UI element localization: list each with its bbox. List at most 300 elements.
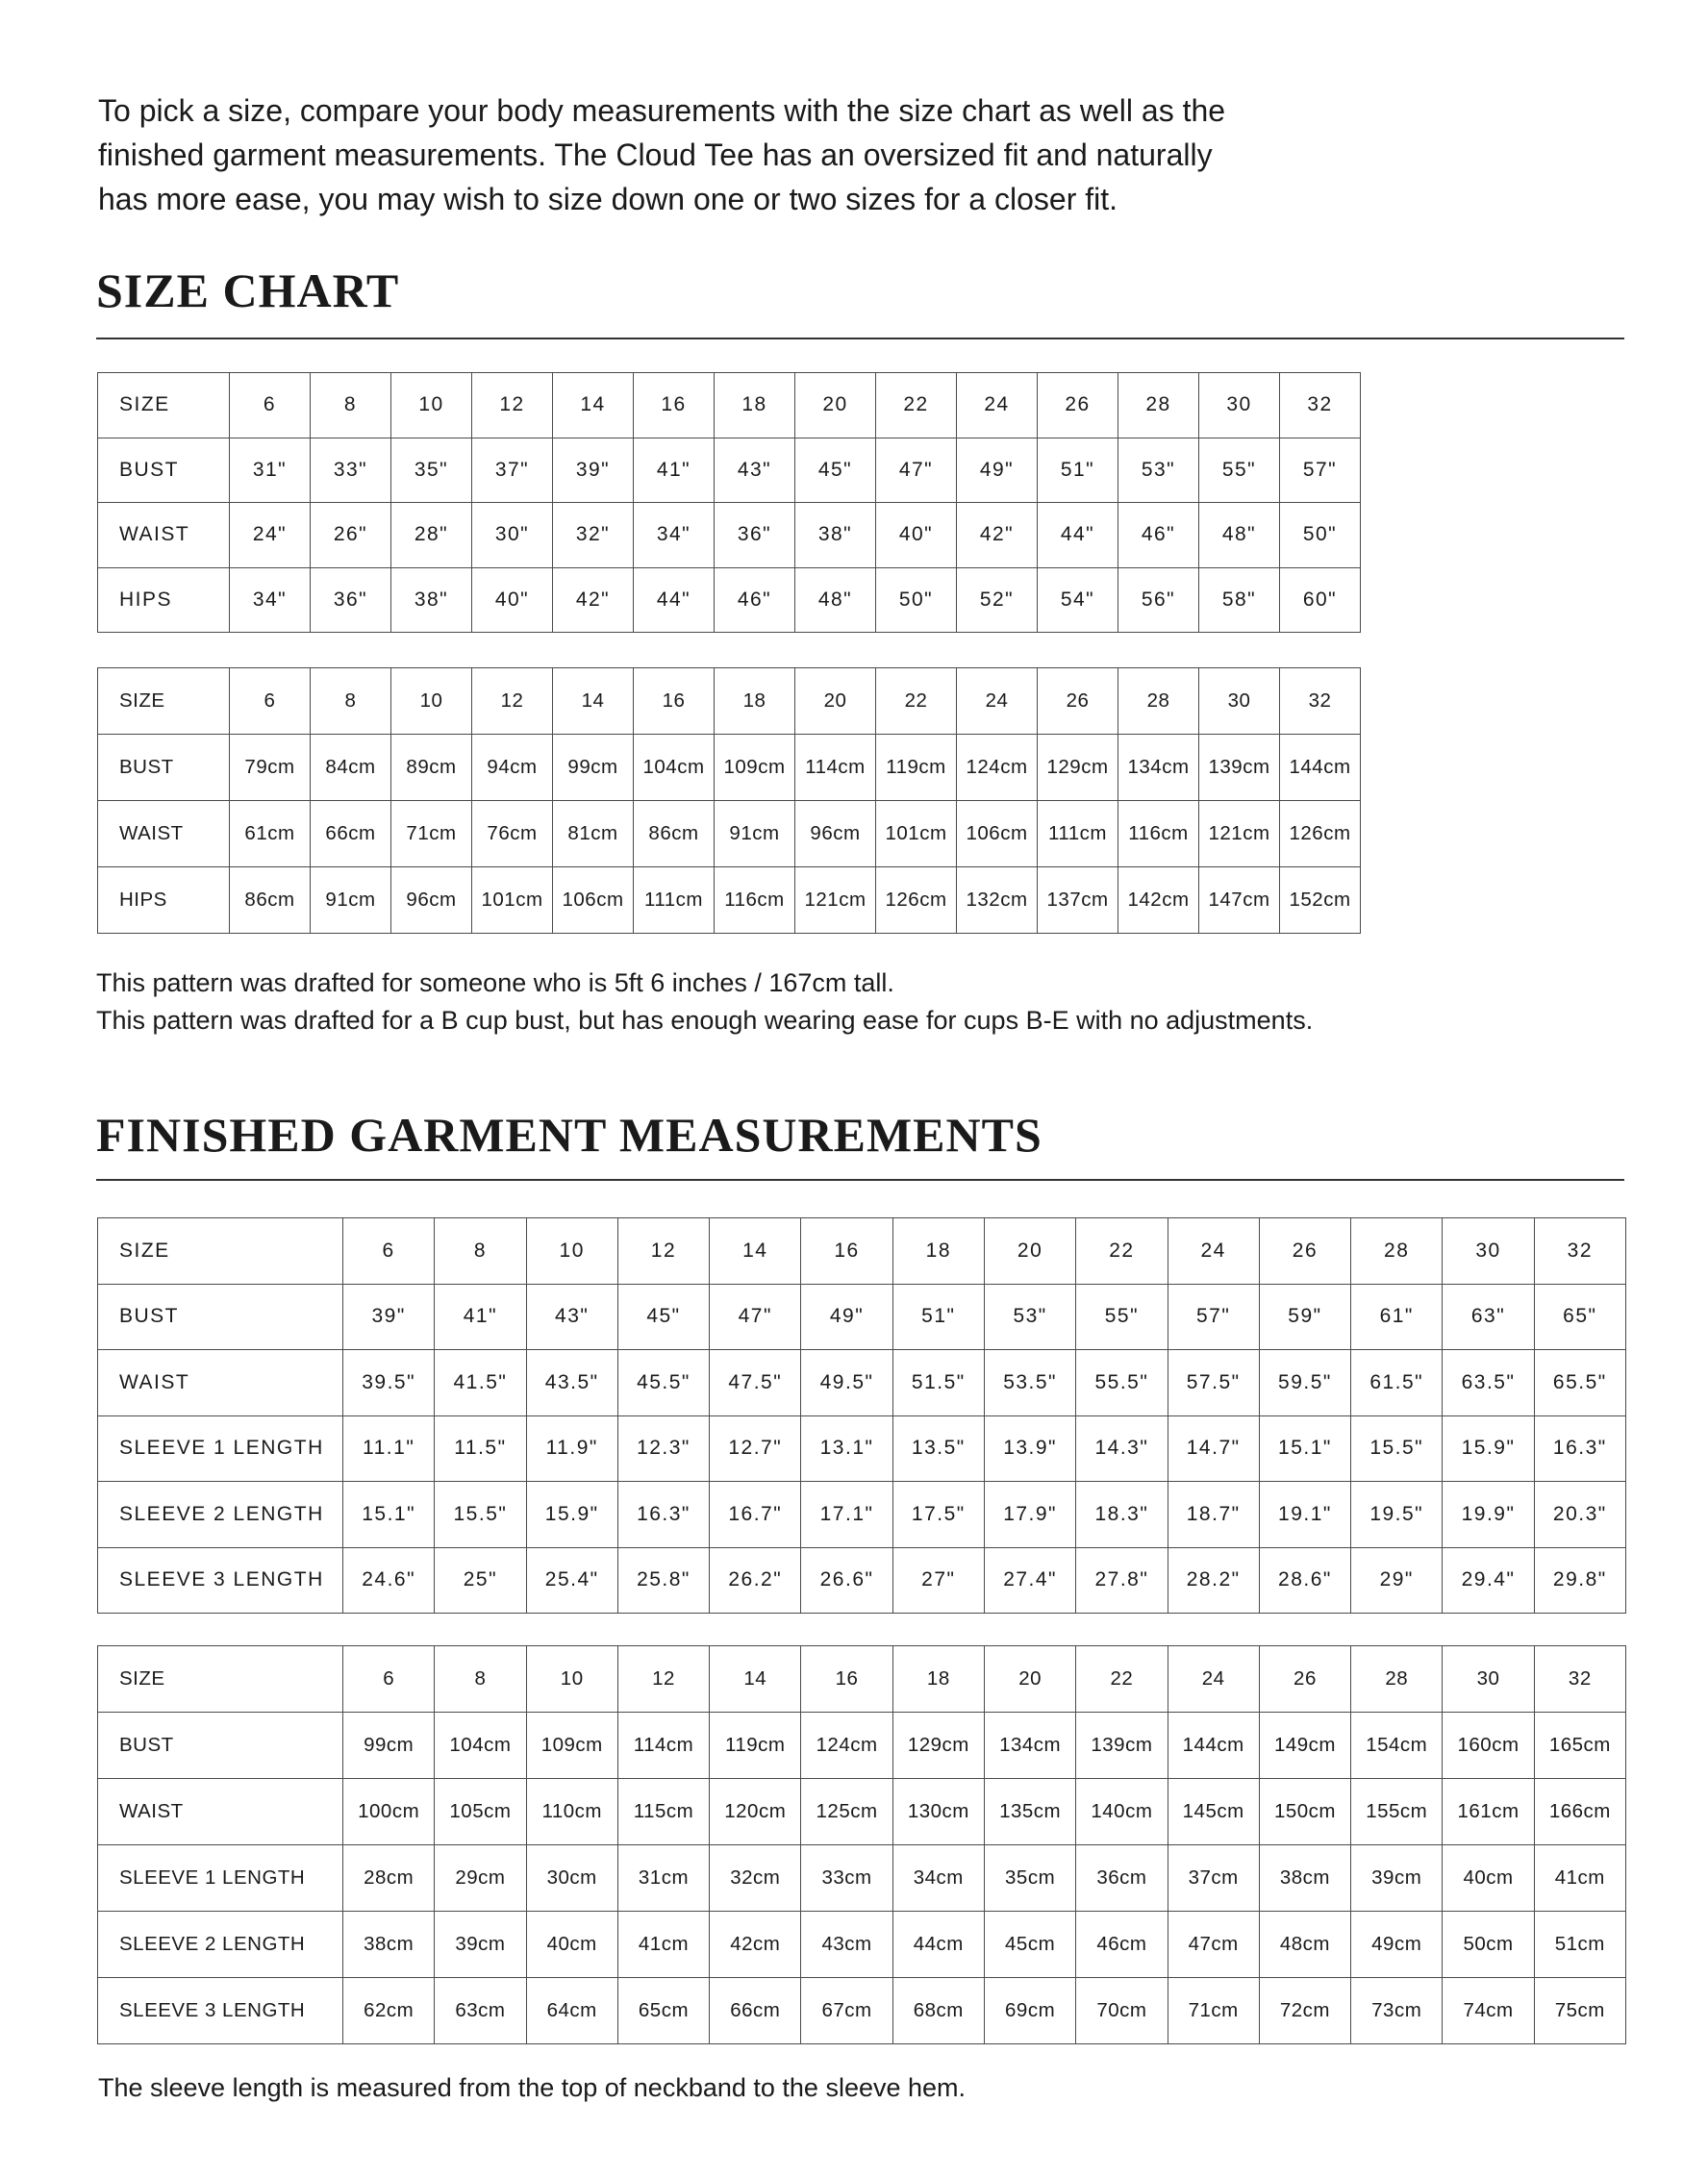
table-cell: 38cm [343, 1912, 435, 1978]
table-cell: 152cm [1280, 867, 1361, 934]
table-cell: 10 [391, 668, 472, 735]
table-cell: 43cm [801, 1912, 892, 1978]
table-cell: 58" [1199, 567, 1280, 633]
table-cell: 55.5" [1076, 1350, 1168, 1416]
table-cell: 125cm [801, 1779, 892, 1845]
table-cell: 25.8" [617, 1547, 709, 1614]
table-cell: 50cm [1443, 1912, 1534, 1978]
table-cell: 12 [472, 668, 553, 735]
table-cell: 6 [343, 1646, 435, 1713]
table-cell: 91cm [311, 867, 391, 934]
table-row [98, 735, 1361, 801]
row-label: SLEEVE 1 LENGTH [98, 1845, 343, 1912]
table-cell: 115cm [617, 1779, 709, 1845]
table-cell: 14 [710, 1646, 801, 1713]
table-cell: 38" [795, 503, 876, 568]
row-label: HIPS [98, 567, 230, 633]
cup-size-note: This pattern was drafted for a B cup bust, but has enough wearing ease for cups B-E with no adjustments. [96, 1006, 1314, 1035]
table-cell: 114cm [617, 1713, 709, 1779]
table-cell: 18 [892, 1646, 984, 1713]
table-cell: 18 [715, 668, 795, 735]
table-cell: 17.5" [892, 1482, 984, 1548]
table-cell: 100cm [343, 1779, 435, 1845]
table-cell: 29cm [435, 1845, 526, 1912]
table-cell: 13.1" [801, 1415, 892, 1482]
table-cell: 26.6" [801, 1547, 892, 1614]
table-cell: 142cm [1118, 867, 1199, 934]
table-cell: 111cm [634, 867, 715, 934]
table-cell: 40cm [526, 1912, 617, 1978]
table-row [98, 1284, 1626, 1350]
table-cell: 28 [1118, 668, 1199, 735]
table-cell: 30 [1199, 373, 1280, 438]
table-cell: 32 [1534, 1218, 1625, 1285]
table-cell: 37cm [1168, 1845, 1259, 1912]
sleeve-length-note: The sleeve length is measured from the top of neckband to the sleeve hem. [98, 2073, 967, 2102]
table-cell: 71cm [391, 801, 472, 867]
table-cell: 6 [230, 668, 311, 735]
table-cell: 165cm [1534, 1713, 1625, 1779]
table-cell: 15.9" [526, 1482, 617, 1548]
table-cell: 17.9" [984, 1482, 1075, 1548]
table-cell: 34" [230, 567, 311, 633]
table-row [98, 438, 1361, 503]
table-cell: 61cm [230, 801, 311, 867]
table-cell: 144cm [1280, 735, 1361, 801]
table-cell: 14 [553, 668, 634, 735]
table-cell: 6 [343, 1218, 435, 1285]
table-cell: 6 [230, 373, 311, 438]
table-cell: 12.7" [710, 1415, 801, 1482]
row-label: SLEEVE 3 LENGTH [98, 1547, 343, 1614]
table-cell: 106cm [957, 801, 1038, 867]
table-cell: 22 [876, 373, 957, 438]
table-cell: 36" [715, 503, 795, 568]
table-cell: 47.5" [710, 1350, 801, 1416]
table-cell: 110cm [526, 1779, 617, 1845]
table-cell: 67cm [801, 1978, 892, 2044]
table-cell: 11.9" [526, 1415, 617, 1482]
table-cell: 149cm [1259, 1713, 1350, 1779]
table-cell: 45" [795, 438, 876, 503]
table-cell: 26 [1038, 373, 1118, 438]
table-cell: 86cm [634, 801, 715, 867]
table-cell: 134cm [1118, 735, 1199, 801]
table-cell: 19.9" [1443, 1482, 1534, 1548]
table-cell: 40" [876, 503, 957, 568]
table-cell: 132cm [957, 867, 1038, 934]
table-cell: 116cm [1118, 801, 1199, 867]
table-cell: 18 [715, 373, 795, 438]
table-cell: 40" [472, 567, 553, 633]
table-row [98, 668, 1361, 735]
table-cell: 32 [1280, 373, 1361, 438]
table-cell: 59" [1259, 1284, 1350, 1350]
table-cell: 124cm [801, 1713, 892, 1779]
table-cell: 137cm [1038, 867, 1118, 934]
table-row [98, 1779, 1626, 1845]
table-cell: 31" [230, 438, 311, 503]
table-cell: 53" [1118, 438, 1199, 503]
table-cell: 126cm [876, 867, 957, 934]
table-cell: 30 [1199, 668, 1280, 735]
table-cell: 38" [391, 567, 472, 633]
table-cell: 40cm [1443, 1845, 1534, 1912]
table-cell: 49cm [1351, 1912, 1443, 1978]
table-cell: 24 [1168, 1218, 1259, 1285]
table-cell: 119cm [876, 735, 957, 801]
table-cell: 27.8" [1076, 1547, 1168, 1614]
table-cell: 42cm [710, 1912, 801, 1978]
table-cell: 72cm [1259, 1978, 1350, 2044]
table-cell: 147cm [1199, 867, 1280, 934]
table-cell: 20 [795, 373, 876, 438]
table-cell: 32 [1280, 668, 1361, 735]
intro-line: has more ease, you may wish to size down one or two sizes for a closer fit. [98, 182, 1118, 216]
table-cell: 51" [1038, 438, 1118, 503]
table-cell: 28" [391, 503, 472, 568]
table-cell: 94cm [472, 735, 553, 801]
table-cell: 139cm [1199, 735, 1280, 801]
table-cell: 13.9" [984, 1415, 1075, 1482]
table-cell: 70cm [1076, 1978, 1168, 2044]
table-cell: 24" [230, 503, 311, 568]
table-cell: 16.7" [710, 1482, 801, 1548]
table-cell: 129cm [1038, 735, 1118, 801]
table-cell: 57" [1280, 438, 1361, 503]
table-row [98, 567, 1361, 633]
table-cell: 37" [472, 438, 553, 503]
table-row [98, 503, 1361, 568]
table-row [98, 1218, 1626, 1285]
table-cell: 126cm [1280, 801, 1361, 867]
table-row [98, 1482, 1626, 1548]
table-cell: 150cm [1259, 1779, 1350, 1845]
table-cell: 47" [710, 1284, 801, 1350]
table-cell: 65" [1534, 1284, 1625, 1350]
table-cell: 26" [311, 503, 391, 568]
table-cell: 41cm [1534, 1845, 1625, 1912]
table-cell: 20.3" [1534, 1482, 1625, 1548]
table-cell: 14.3" [1076, 1415, 1168, 1482]
table-cell: 18.7" [1168, 1482, 1259, 1548]
finished-cm-table [97, 1645, 1626, 2044]
table-cell: 39.5" [343, 1350, 435, 1416]
table-cell: 30 [1443, 1646, 1534, 1713]
table-cell: 10 [391, 373, 472, 438]
table-row [98, 1978, 1626, 2044]
table-cell: 28 [1351, 1646, 1443, 1713]
table-cell: 49.5" [801, 1350, 892, 1416]
table-cell: 31cm [617, 1845, 709, 1912]
table-cell: 16 [801, 1218, 892, 1285]
table-cell: 8 [435, 1646, 526, 1713]
table-cell: 22 [1076, 1218, 1168, 1285]
table-cell: 43.5" [526, 1350, 617, 1416]
table-cell: 13.5" [892, 1415, 984, 1482]
table-cell: 18 [892, 1218, 984, 1285]
table-cell: 105cm [435, 1779, 526, 1845]
row-label: WAIST [98, 1779, 343, 1845]
row-label: WAIST [98, 801, 230, 867]
table-cell: 66cm [710, 1978, 801, 2044]
table-cell: 53" [984, 1284, 1075, 1350]
table-cell: 64cm [526, 1978, 617, 2044]
table-cell: 42" [957, 503, 1038, 568]
table-cell: 20 [984, 1646, 1075, 1713]
table-cell: 121cm [1199, 801, 1280, 867]
table-cell: 46cm [1076, 1912, 1168, 1978]
table-cell: 91cm [715, 801, 795, 867]
table-cell: 47" [876, 438, 957, 503]
heading-divider [96, 338, 1624, 339]
table-cell: 46" [715, 567, 795, 633]
table-cell: 24 [1168, 1646, 1259, 1713]
row-label: SIZE [98, 668, 230, 735]
table-cell: 32 [1534, 1646, 1625, 1713]
table-cell: 12.3" [617, 1415, 709, 1482]
table-cell: 11.1" [343, 1415, 435, 1482]
table-cell: 41" [634, 438, 715, 503]
table-cell: 32" [553, 503, 634, 568]
table-cell: 104cm [634, 735, 715, 801]
table-cell: 24 [957, 373, 1038, 438]
table-cell: 19.5" [1351, 1482, 1443, 1548]
table-cell: 119cm [710, 1713, 801, 1779]
table-cell: 16 [634, 373, 715, 438]
table-cell: 15.5" [1351, 1415, 1443, 1482]
table-cell: 101cm [876, 801, 957, 867]
table-row [98, 1646, 1626, 1713]
table-cell: 154cm [1351, 1713, 1443, 1779]
intro-text [98, 88, 1348, 221]
table-cell: 47cm [1168, 1912, 1259, 1978]
table-cell: 39" [553, 438, 634, 503]
table-cell: 27" [892, 1547, 984, 1614]
table-cell: 39cm [1351, 1845, 1443, 1912]
table-cell: 52" [957, 567, 1038, 633]
row-label: BUST [98, 1713, 343, 1779]
table-cell: 29.4" [1443, 1547, 1534, 1614]
table-cell: 30" [472, 503, 553, 568]
table-cell: 29.8" [1534, 1547, 1625, 1614]
table-cell: 155cm [1351, 1779, 1443, 1845]
table-cell: 26 [1038, 668, 1118, 735]
row-label: WAIST [98, 1350, 343, 1416]
row-label: SLEEVE 1 LENGTH [98, 1415, 343, 1482]
table-cell: 10 [526, 1218, 617, 1285]
table-row [98, 1912, 1626, 1978]
table-cell: 14.7" [1168, 1415, 1259, 1482]
table-cell: 49" [957, 438, 1038, 503]
table-cell: 61.5" [1351, 1350, 1443, 1416]
intro-line: To pick a size, compare your body measurements with the size chart as well as the [98, 93, 1226, 128]
table-cell: 140cm [1076, 1779, 1168, 1845]
table-cell: 116cm [715, 867, 795, 934]
table-cell: 27.4" [984, 1547, 1075, 1614]
table-cell: 25.4" [526, 1547, 617, 1614]
table-cell: 76cm [472, 801, 553, 867]
table-cell: 30 [1443, 1218, 1534, 1285]
row-label: HIPS [98, 867, 230, 934]
table-cell: 48" [1199, 503, 1280, 568]
table-cell: 56" [1118, 567, 1199, 633]
table-cell: 25" [435, 1547, 526, 1614]
table-cell: 57" [1168, 1284, 1259, 1350]
table-cell: 36cm [1076, 1845, 1168, 1912]
table-cell: 89cm [391, 735, 472, 801]
table-cell: 15.5" [435, 1482, 526, 1548]
table-cell: 57.5" [1168, 1350, 1259, 1416]
table-cell: 20 [984, 1218, 1075, 1285]
heading-divider [96, 1179, 1624, 1181]
table-cell: 16 [634, 668, 715, 735]
row-label: WAIST [98, 503, 230, 568]
table-cell: 32cm [710, 1845, 801, 1912]
table-cell: 28.2" [1168, 1547, 1259, 1614]
table-cell: 160cm [1443, 1713, 1534, 1779]
table-cell: 34cm [892, 1845, 984, 1912]
table-cell: 8 [435, 1218, 526, 1285]
row-label: BUST [98, 438, 230, 503]
table-cell: 16.3" [1534, 1415, 1625, 1482]
table-cell: 144cm [1168, 1713, 1259, 1779]
table-cell: 30cm [526, 1845, 617, 1912]
table-cell: 74cm [1443, 1978, 1534, 2044]
table-cell: 15.1" [1259, 1415, 1350, 1482]
table-cell: 45" [617, 1284, 709, 1350]
table-cell: 15.1" [343, 1482, 435, 1548]
table-row [98, 373, 1361, 438]
table-cell: 99cm [343, 1713, 435, 1779]
table-cell: 65cm [617, 1978, 709, 2044]
table-cell: 129cm [892, 1713, 984, 1779]
table-cell: 12 [472, 373, 553, 438]
table-cell: 22 [876, 668, 957, 735]
table-cell: 43" [715, 438, 795, 503]
table-cell: 61" [1351, 1284, 1443, 1350]
table-cell: 34" [634, 503, 715, 568]
table-cell: 41.5" [435, 1350, 526, 1416]
row-label: SIZE [98, 1218, 343, 1285]
table-cell: 14 [710, 1218, 801, 1285]
table-cell: 48cm [1259, 1912, 1350, 1978]
table-cell: 120cm [710, 1779, 801, 1845]
table-cell: 22 [1076, 1646, 1168, 1713]
table-cell: 96cm [795, 801, 876, 867]
table-cell: 14 [553, 373, 634, 438]
row-label: SIZE [98, 373, 230, 438]
table-cell: 17.1" [801, 1482, 892, 1548]
table-cell: 45.5" [617, 1350, 709, 1416]
table-cell: 44cm [892, 1912, 984, 1978]
table-cell: 50" [1280, 503, 1361, 568]
table-cell: 73cm [1351, 1978, 1443, 2044]
table-cell: 106cm [553, 867, 634, 934]
table-cell: 145cm [1168, 1779, 1259, 1845]
table-cell: 55" [1199, 438, 1280, 503]
table-row [98, 1350, 1626, 1416]
table-cell: 63.5" [1443, 1350, 1534, 1416]
table-cell: 48" [795, 567, 876, 633]
finished-garment-heading: FINISHED GARMENT MEASUREMENTS [96, 1108, 1042, 1162]
table-cell: 33cm [801, 1845, 892, 1912]
row-label: BUST [98, 735, 230, 801]
table-cell: 38cm [1259, 1845, 1350, 1912]
table-cell: 12 [617, 1218, 709, 1285]
table-cell: 104cm [435, 1713, 526, 1779]
table-cell: 121cm [795, 867, 876, 934]
table-cell: 44" [1038, 503, 1118, 568]
row-label: SIZE [98, 1646, 343, 1713]
table-cell: 63cm [435, 1978, 526, 2044]
table-cell: 42" [553, 567, 634, 633]
table-cell: 16 [801, 1646, 892, 1713]
table-cell: 63" [1443, 1284, 1534, 1350]
table-cell: 10 [526, 1646, 617, 1713]
table-cell: 44" [634, 567, 715, 633]
table-cell: 114cm [795, 735, 876, 801]
table-cell: 43" [526, 1284, 617, 1350]
table-cell: 28 [1118, 373, 1199, 438]
finished-inches-table [97, 1217, 1626, 1614]
table-cell: 36" [311, 567, 391, 633]
table-cell: 51.5" [892, 1350, 984, 1416]
table-cell: 15.9" [1443, 1415, 1534, 1482]
drafting-height-note: This pattern was drafted for someone who is 5ft 6 inches / 167cm tall. [96, 968, 894, 997]
table-cell: 66cm [311, 801, 391, 867]
table-cell: 130cm [892, 1779, 984, 1845]
table-cell: 46" [1118, 503, 1199, 568]
table-cell: 68cm [892, 1978, 984, 2044]
size-chart-cm-table [97, 667, 1361, 934]
table-cell: 62cm [343, 1978, 435, 2044]
table-row [98, 1547, 1626, 1614]
table-cell: 45cm [984, 1912, 1075, 1978]
table-cell: 84cm [311, 735, 391, 801]
table-row [98, 1415, 1626, 1482]
table-cell: 161cm [1443, 1779, 1534, 1845]
table-cell: 60" [1280, 567, 1361, 633]
table-cell: 24.6" [343, 1547, 435, 1614]
row-label: SLEEVE 3 LENGTH [98, 1978, 343, 2044]
table-cell: 24 [957, 668, 1038, 735]
table-cell: 41" [435, 1284, 526, 1350]
table-cell: 33" [311, 438, 391, 503]
table-cell: 29" [1351, 1547, 1443, 1614]
table-cell: 19.1" [1259, 1482, 1350, 1548]
table-cell: 51" [892, 1284, 984, 1350]
table-cell: 35cm [984, 1845, 1075, 1912]
table-cell: 135cm [984, 1779, 1075, 1845]
table-cell: 99cm [553, 735, 634, 801]
table-cell: 8 [311, 373, 391, 438]
table-cell: 26 [1259, 1646, 1350, 1713]
table-row [98, 1713, 1626, 1779]
table-cell: 28 [1351, 1218, 1443, 1285]
table-cell: 71cm [1168, 1978, 1259, 2044]
table-cell: 49" [801, 1284, 892, 1350]
table-cell: 166cm [1534, 1779, 1625, 1845]
table-row [98, 801, 1361, 867]
table-cell: 18.3" [1076, 1482, 1168, 1548]
table-cell: 96cm [391, 867, 472, 934]
table-row [98, 1845, 1626, 1912]
size-chart-inches-table [97, 372, 1361, 633]
table-cell: 55" [1076, 1284, 1168, 1350]
table-cell: 59.5" [1259, 1350, 1350, 1416]
table-cell: 39cm [435, 1912, 526, 1978]
